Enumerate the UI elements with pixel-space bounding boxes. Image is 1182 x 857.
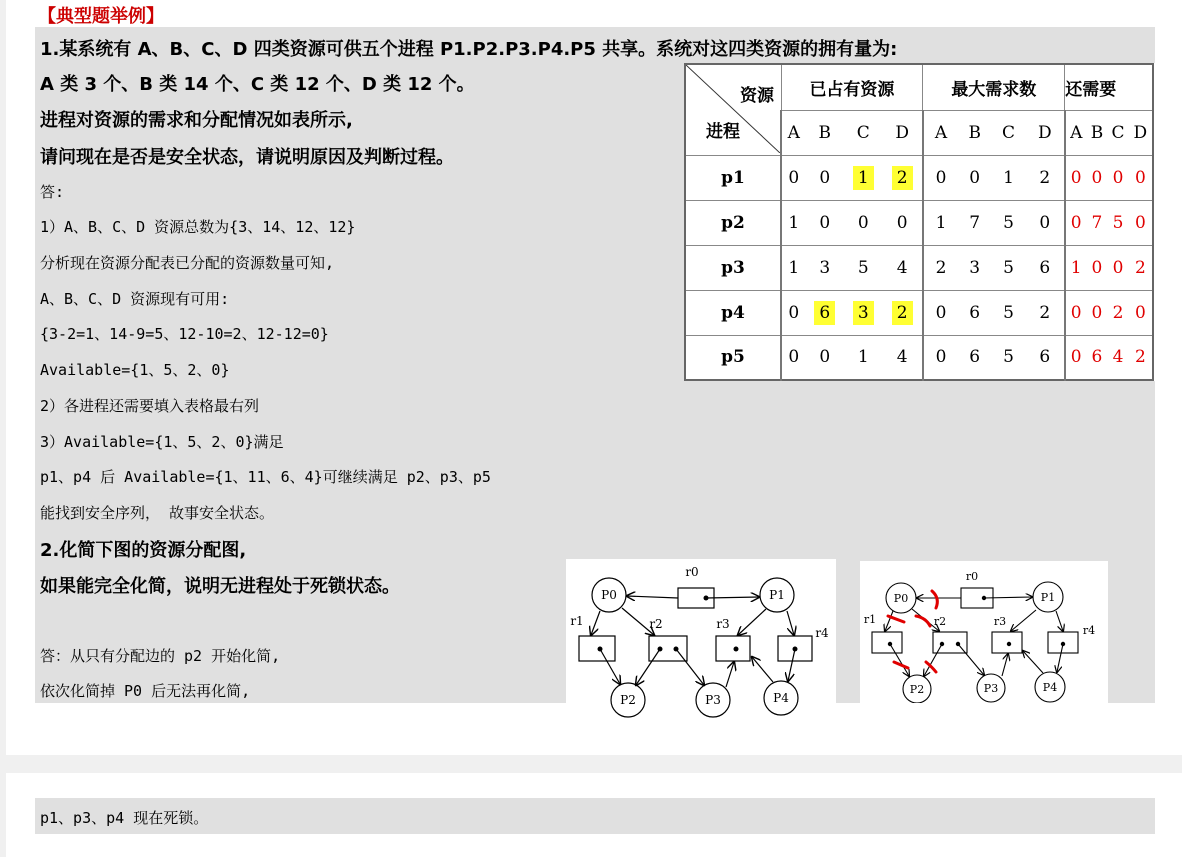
alloc-cell [844,290,882,335]
process-cell: p3 [685,245,781,290]
alloc-cell [844,245,882,290]
max-cell [923,245,958,290]
cell-value: 5 [857,257,869,278]
max-cell [1026,201,1065,246]
graph-node-label: P0 [893,592,909,605]
question1-line4: 请问现在是否是安全状态，请说明原因及判断过程。 [40,147,454,168]
reduced-allocation-graph [860,566,1108,703]
graph-resource-label: r0 [685,565,699,579]
question1-line3: 进程对资源的需求和分配情况如表所示, [40,110,353,131]
cell-value: 0 [1112,168,1124,189]
cell-value: 0 [1134,302,1146,323]
cell-value: 0 [1070,302,1082,323]
cell-value: 0 [935,168,947,189]
group-header: 还需要 [1065,64,1153,111]
text-strip [684,381,1155,561]
max-cell [923,335,958,380]
cell-value: 4 [896,257,908,278]
graph-node-label: P4 [773,691,789,705]
graph-resource-label: r4 [815,626,829,640]
graph-resource-label: r0 [965,570,979,583]
column-header: D [1129,111,1153,156]
cell-value: 7 [1091,213,1103,233]
alloc-cell [806,290,844,335]
cell-value: 0 [935,347,947,368]
column-header: C [991,111,1026,156]
graph-node-label: P1 [1040,591,1056,604]
cell-value: 0 [1091,168,1103,189]
max-cell [923,290,958,335]
cell-value: 0 [1070,213,1082,233]
column-header: B [806,111,844,156]
process-cell: p2 [685,201,781,246]
cell-value: 2 [935,257,947,278]
cell-value: 0 [1112,257,1124,278]
section-heading: 【典型题举例】 [38,6,164,27]
need-cell [1107,245,1128,290]
answer1-line: 2）各进程还需要填入表格最右列 [40,397,260,415]
alloc-cell [883,290,923,335]
answer1-line: 分析现在资源分配表已分配的资源数量可知, [40,254,335,272]
need-cell [1087,156,1108,201]
need-cell [1087,201,1108,246]
graph-node-label: P4 [1042,681,1058,694]
resource-table [684,63,1154,381]
column-header: A [1065,111,1087,156]
cell-value: 1 [857,347,869,368]
need-cell [1107,335,1128,380]
max-cell [923,201,958,246]
question2-line2: 如果能完全化简，说明无进程处于死锁状态。 [40,576,400,597]
need-cell [1129,335,1153,380]
cell-value: 0 [1134,213,1146,233]
cell-value: 0 [1070,168,1082,189]
cell-value: 1 [1003,168,1014,189]
answer1-line: Available={1、5、2、0} [40,361,230,379]
question1-line2: A 类 3 个、B 类 14 个、C 类 12 个、D 类 12 个。 [40,74,475,95]
graph-node-label: P1 [769,588,785,602]
alloc-cell [883,335,923,380]
max-cell [1026,290,1065,335]
cell-value: 5 [1003,213,1014,233]
graph-resource-label: r3 [716,617,730,631]
cell-value: 3 [819,257,831,278]
alloc-cell [806,201,844,246]
max-cell [991,290,1026,335]
column-header: A [781,111,806,156]
alloc-cell [883,156,923,201]
process-cell: p4 [685,290,781,335]
cell-value: 0 [1091,302,1103,323]
group-header: 最大需求数 [923,64,1065,111]
cell-value: 7 [969,213,981,233]
need-cell [1087,335,1108,380]
cell-value: 0 [819,347,831,368]
alloc-cell [844,156,882,201]
table-row [685,201,1153,246]
graph-resource-label: r2 [933,615,947,628]
need-cell [1107,156,1128,201]
cell-value: 2 [1134,257,1146,278]
max-cell [991,201,1026,246]
cell-value: 0 [969,168,981,189]
alloc-cell [781,156,806,201]
cell-value: 0 [788,302,800,323]
answer1-line: p1、p4 后 Available={1、11、6、4}可继续满足 p2、p3、p5 [40,468,491,486]
cell-value: 6 [1039,347,1051,368]
cell-value: 1 [935,213,947,233]
max-cell [958,201,991,246]
cell-value: 5 [1003,257,1014,278]
column-header: B [1087,111,1108,156]
alloc-cell [781,201,806,246]
max-cell [1026,335,1065,380]
need-cell [1065,156,1087,201]
cell-value: 1 [788,213,800,233]
table-corner-cell [685,64,781,156]
text-strip [836,561,860,703]
table-row [685,335,1153,380]
column-header: C [1107,111,1128,156]
max-cell [991,335,1026,380]
resource-allocation-graph [566,559,836,723]
column-header: B [958,111,991,156]
cell-value: 0 [896,213,908,233]
group-header: 已占有资源 [781,64,923,111]
alloc-cell [781,335,806,380]
graph-resource-label: r3 [993,615,1007,628]
table-row [685,290,1153,335]
graph-resource-label: r1 [863,613,877,626]
cell-value: 6 [814,301,835,325]
table-row [685,156,1153,201]
alloc-cell [883,201,923,246]
cell-value: 0 [819,168,831,189]
column-header: D [1026,111,1065,156]
answer2-line: 答：从只有分配边的 p2 开始化简, [40,647,281,665]
need-cell [1087,245,1108,290]
max-cell [958,290,991,335]
column-header: A [923,111,958,156]
answer2-line: 依次化简掉 P0 后无法再化简, [40,682,251,700]
graph-node-label: P0 [601,588,617,602]
max-cell [1026,245,1065,290]
question2-line1: 2.化简下图的资源分配图, [40,540,247,561]
cell-value: 3 [853,301,874,325]
alloc-cell [781,290,806,335]
alloc-cell [806,156,844,201]
alloc-cell [844,201,882,246]
corner-label-process: 进程 [706,122,740,142]
cell-value: 6 [1039,257,1051,278]
max-cell [991,156,1026,201]
need-cell [1129,201,1153,246]
alloc-cell [781,245,806,290]
cell-value: 2 [1039,168,1051,189]
cell-value: 6 [969,302,981,323]
cell-value: 6 [969,347,981,368]
graph-resource-label: r1 [570,614,584,628]
answer1-line: 答: [40,183,65,201]
cell-value: 0 [788,168,800,189]
need-cell [1107,290,1128,335]
corner-label-resource: 资源 [740,86,774,106]
cell-value: 0 [857,213,869,233]
answer2-line: p1、p3、p4 现在死锁。 [40,809,209,827]
cell-value: 5 [1112,213,1124,233]
answer1-line: 能找到安全序列， 故事安全状态。 [40,504,275,522]
cell-value: 1 [788,257,800,278]
cell-value: 2 [1112,302,1124,323]
graph-resource-label: r4 [1082,624,1096,637]
max-cell [958,156,991,201]
answer1-line: 3）Available={1、5、2、0}满足 [40,433,284,451]
cell-value: 1 [1070,257,1082,278]
graph-resource-label: r2 [649,617,663,631]
cell-value: 0 [1134,168,1146,189]
max-cell [1026,156,1065,201]
answer1-line: {3-2=1、14-9=5、12-10=2、12-12=0} [40,325,329,343]
need-cell [1065,245,1087,290]
max-cell [923,156,958,201]
need-cell [1087,290,1108,335]
alloc-cell [806,335,844,380]
question1-line1: 1.某系统有 A、B、C、D 四类资源可供五个进程 P1.P2.P3.P4.P5 共享。系统对这四类资源的拥有量为: [40,39,898,60]
need-cell [1065,201,1087,246]
cell-value: 0 [819,213,831,233]
cell-value: 0 [1070,347,1082,368]
table-row [685,245,1153,290]
cell-value: 4 [896,347,908,368]
column-header: D [883,111,923,156]
cell-value: 2 [1039,302,1051,323]
need-cell [1065,335,1087,380]
cell-value: 4 [1112,347,1124,368]
cell-value: 2 [1134,347,1146,368]
need-cell [1107,201,1128,246]
answer1-line: A、B、C、D 资源现有可用: [40,290,230,308]
process-cell: p5 [685,335,781,380]
graph-node-label: P3 [983,682,999,695]
process-cell: p1 [685,156,781,201]
graph-node-label: P3 [705,693,721,707]
cell-value: 5 [1003,302,1014,323]
max-cell [958,245,991,290]
cell-value: 5 [1003,347,1014,368]
need-cell [1129,156,1153,201]
need-cell [1129,290,1153,335]
cell-value: 2 [892,166,913,190]
max-cell [991,245,1026,290]
answer1-line: 1）A、B、C、D 资源总数为{3、14、12、12} [40,218,356,236]
cell-value: 2 [892,301,913,325]
graph-node-label: P2 [620,693,636,707]
cell-value: 6 [1091,347,1103,368]
text-strip [1108,561,1155,703]
graph-node-label: P2 [909,683,925,696]
alloc-cell [806,245,844,290]
need-cell [1065,290,1087,335]
max-cell [958,335,991,380]
cell-value: 0 [1091,257,1103,278]
alloc-cell [883,245,923,290]
need-cell [1129,245,1153,290]
cell-value: 0 [1039,213,1051,233]
cell-value: 3 [969,257,981,278]
cell-value: 0 [935,302,947,323]
alloc-cell [844,335,882,380]
cell-value: 0 [788,347,800,368]
cell-value: 1 [853,166,874,190]
column-header: C [844,111,882,156]
